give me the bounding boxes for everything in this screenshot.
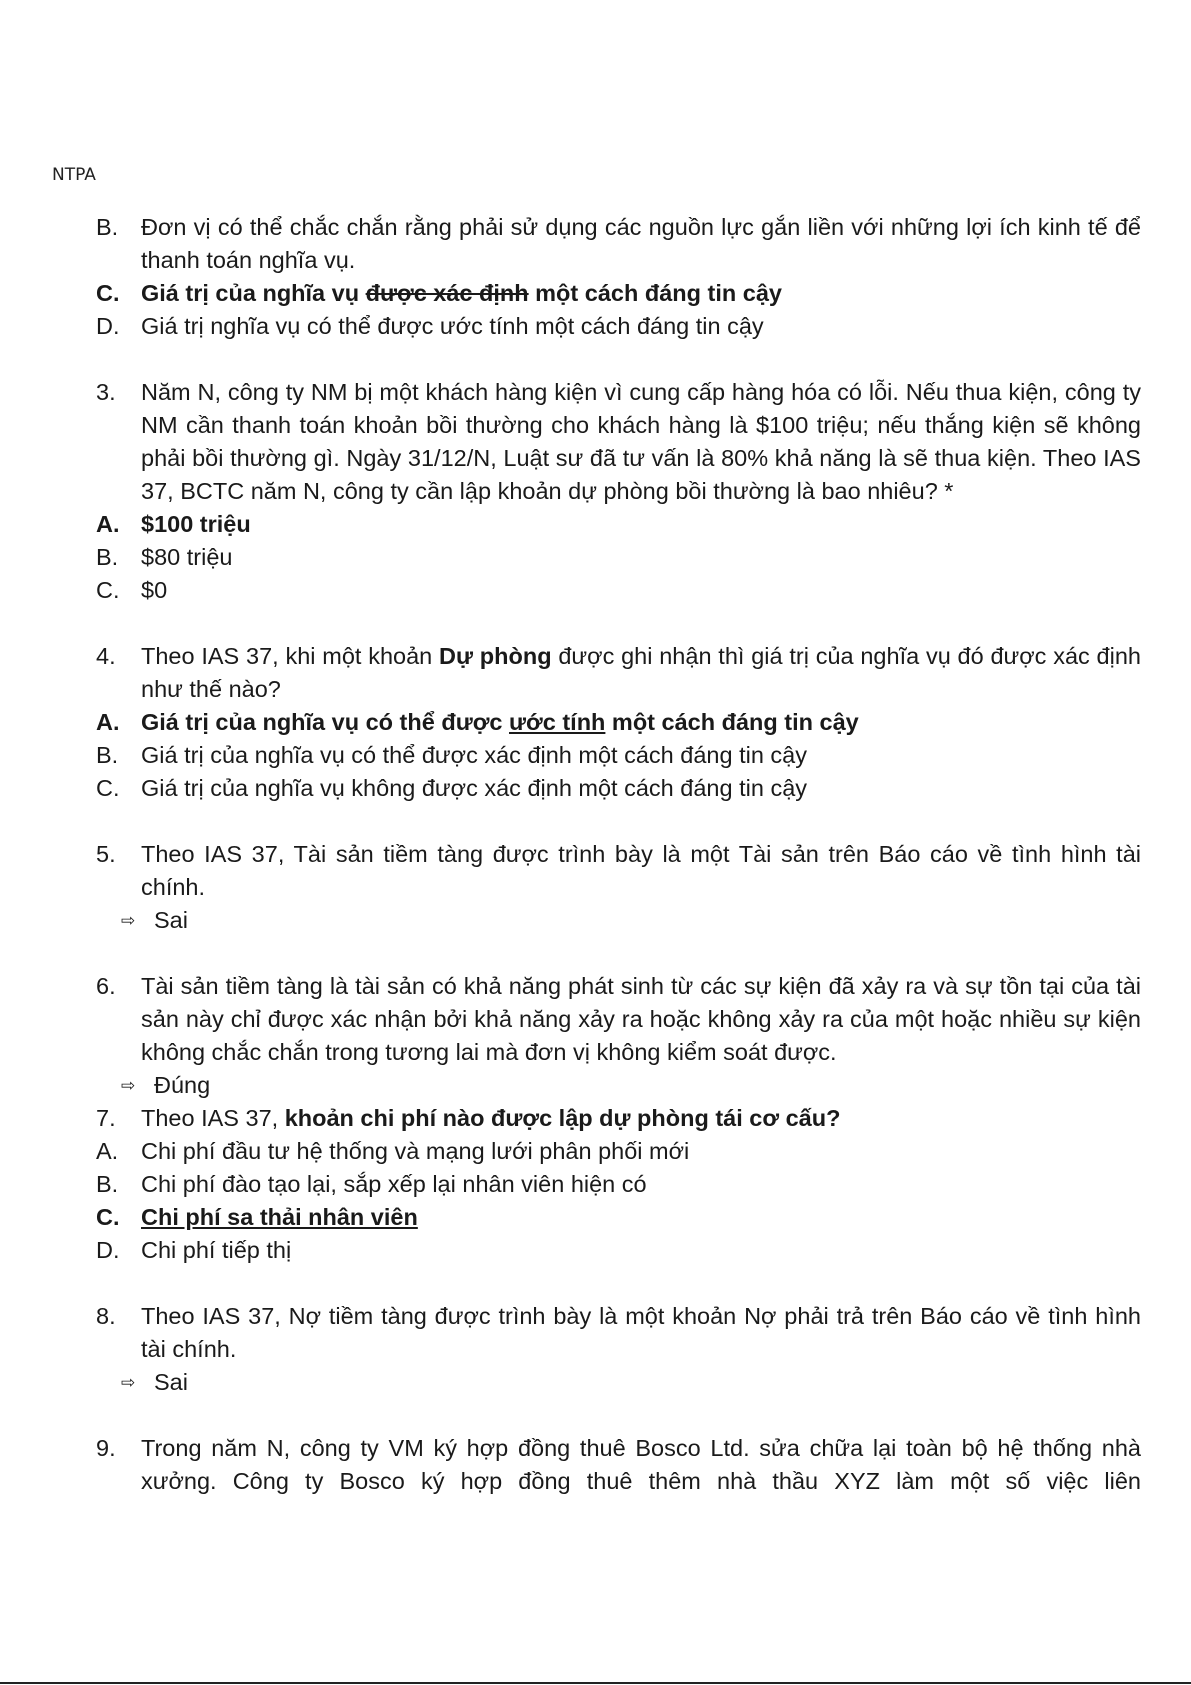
question-text: Theo IAS 37, khoản chi phí nào được lập dự phòng tái cơ cấu? (141, 1105, 841, 1131)
answer-text: Sai (154, 907, 188, 933)
option-text: $100 triệu (141, 511, 251, 537)
option-row: C. Giá trị của nghĩa vụ không được xác định một cách đáng tin cậy (96, 772, 1141, 805)
correct-option-row: A. Giá trị của nghĩa vụ có thể được ước tính một cách đáng tin cậy (96, 706, 1141, 739)
question-3 (96, 376, 1141, 508)
question-text: Năm N, công ty NM bị một khách hàng kiện vì cung cấp hàng hóa có lỗi. Nếu thua kiện, công ty NM cần thanh toán khoản bồi thường cho khách hàng là $100 triệu; nếu thắng kiện sẽ không phải bồi thường gì. Ngày 31/12/N, Luật sư đã tư vấn là 80% khả năng là sẽ thua kiện. Theo IAS 37, BCTC năm N, công ty cần lập khoản dự phòng bồi thường là bao nhiêu? * (141, 379, 1141, 504)
question-text: Trong năm N, công ty VM ký hợp đồng thuê Bosco Ltd. sửa chữa lại toàn bộ hệ thống nhà xưởng. Công ty Bosco ký hợp đồng thuê thêm nhà thầu XYZ làm một số việc liên (141, 1435, 1141, 1494)
option-text: Giá trị của nghĩa vụ có thể được xác định một cách đáng tin cậy (141, 742, 807, 768)
question-4 (96, 640, 1141, 706)
answer-text: Sai (154, 1369, 188, 1395)
document-body (96, 211, 1141, 1498)
question-6 (96, 970, 1141, 1069)
option-text: Giá trị của nghĩa vụ được xác định một cách đáng tin cậy (141, 280, 782, 306)
option-text: Chi phí sa thải nhân viên (141, 1204, 418, 1230)
question-9 (96, 1432, 1141, 1498)
answer-row (96, 1366, 1141, 1399)
question-5 (96, 838, 1141, 904)
question-text: Theo IAS 37, Tài sản tiềm tàng được trình bày là một Tài sản trên Báo cáo về tình hình tài chính. (141, 841, 1141, 900)
option-text: $80 triệu (141, 544, 233, 570)
option-text: Giá trị của nghĩa vụ có thể được ước tính một cách đáng tin cậy (141, 709, 859, 735)
arrow-right-icon: ⇨ (121, 911, 136, 930)
question-text: Theo IAS 37, khi một khoản Dự phòng được ghi nhận thì giá trị của nghĩa vụ đó được xác định như thế nào? (141, 643, 1141, 702)
option-marker: D. (96, 313, 120, 339)
struck-text: được xác định (365, 280, 529, 306)
correct-option-row (96, 277, 1141, 310)
option-row: B. $80 triệu (96, 541, 1141, 574)
question-8 (96, 1300, 1141, 1366)
option-text: Giá trị của nghĩa vụ không được xác định một cách đáng tin cậy (141, 775, 808, 801)
correct-option-row: A. $100 triệu (96, 508, 1141, 541)
question-number: 3. (96, 379, 116, 405)
option-row: D. Chi phí tiếp thị (96, 1234, 1141, 1267)
option-row: B. Giá trị của nghĩa vụ có thể được xác định một cách đáng tin cậy (96, 739, 1141, 772)
question-number: 5. (96, 841, 116, 867)
option-row: A. Chi phí đầu tư hệ thống và mạng lưới phân phối mới (96, 1135, 1141, 1168)
question-number: 6. (96, 973, 116, 999)
answer-text: Đúng (154, 1072, 211, 1098)
question-number: 9. (96, 1435, 116, 1461)
option-row (96, 310, 1141, 343)
option-row: C. $0 (96, 574, 1141, 607)
option-row: B. Chi phí đào tạo lại, sắp xếp lại nhân viên hiện có (96, 1168, 1141, 1201)
question-7 (96, 1102, 1141, 1135)
option-marker: B. (96, 214, 119, 240)
question-number: 4. (96, 643, 116, 669)
page-bottom-rule (0, 1682, 1191, 1684)
answer-row (96, 1069, 1141, 1102)
question-number: 7. (96, 1105, 116, 1131)
option-marker: C. (96, 280, 120, 306)
arrow-right-icon: ⇨ (121, 1076, 136, 1095)
option-text: Đơn vị có thể chắc chắn rằng phải sử dụng các nguồn lực gắn liền với những lợi ích kinh tế để thanh toán nghĩa vụ. (141, 214, 1141, 273)
question-number: 8. (96, 1303, 116, 1329)
page-header: NTPA (52, 165, 96, 185)
underlined-text: ước tính (509, 709, 606, 735)
question-text: Tài sản tiềm tàng là tài sản có khả năng phát sinh từ các sự kiện đã xảy ra và sự tồn tại của tài sản này chỉ được xác nhận bởi khả năng xảy ra hoặc không xảy ra của một hoặc nhiều sự kiện không chắc chắn trong tương lai mà đơn vị không kiểm soát được. (141, 973, 1141, 1065)
correct-option-row: C. Chi phí sa thải nhân viên (96, 1201, 1141, 1234)
arrow-right-icon: ⇨ (121, 1373, 136, 1392)
option-text: Giá trị nghĩa vụ có thể được ước tính một cách đáng tin cậy (141, 313, 764, 339)
answer-row (96, 904, 1141, 937)
option-row (96, 211, 1141, 277)
option-text: $0 (141, 577, 168, 603)
option-text: Chi phí tiếp thị (141, 1237, 292, 1263)
option-text: Chi phí đào tạo lại, sắp xếp lại nhân viên hiện có (141, 1171, 647, 1197)
question-text: Theo IAS 37, Nợ tiềm tàng được trình bày là một khoản Nợ phải trả trên Báo cáo về tình hình tài chính. (141, 1303, 1141, 1362)
option-text: Chi phí đầu tư hệ thống và mạng lưới phân phối mới (141, 1138, 690, 1164)
